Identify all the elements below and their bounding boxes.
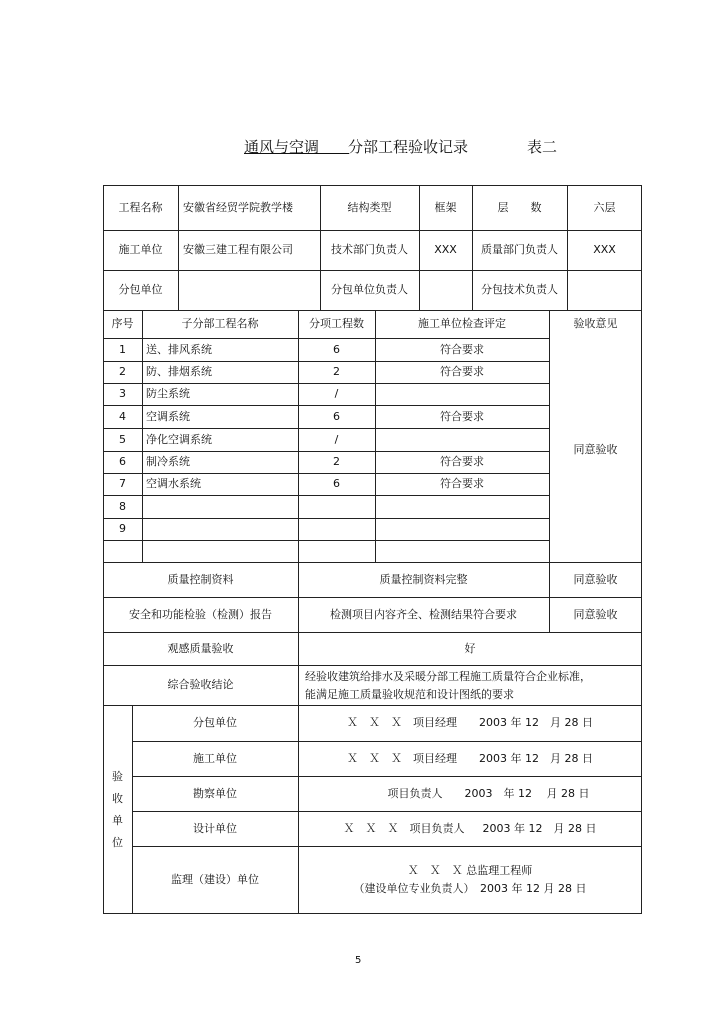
items-opinion: 同意验收: [573, 443, 618, 456]
header-eval: 施工单位检查评定: [418, 317, 506, 330]
qc-label: 质量控制资料: [167, 572, 234, 586]
contractor-value: 安徽三建工程有限公司: [183, 243, 293, 256]
safety-opinion: 同意验收: [573, 607, 618, 621]
appearance-label: 观感质量验收: [167, 641, 234, 655]
appearance-eval: 好: [464, 641, 476, 655]
row-no: 8: [119, 499, 126, 513]
row-eval: 符合要求: [440, 409, 484, 423]
sign-contractor: Ｘ Ｘ Ｘ 项目经理 2003 年 12 月 28 日: [347, 751, 593, 765]
row-name: [142, 518, 302, 540]
project-name-value: 安徽省经贸学院教学楼: [183, 200, 293, 214]
header-name: 子分部工程名称: [181, 317, 259, 330]
row-eval: [375, 540, 549, 562]
conclusion-label: 综合验收结论: [167, 678, 234, 691]
qc-eval: 质量控制资料完整: [379, 572, 468, 586]
conclusion-text: [305, 668, 640, 704]
row-name: 制冷系统: [146, 455, 190, 468]
safety-eval: 检测项目内容齐全、检测结果符合要求: [330, 607, 517, 621]
row-no: 2: [119, 365, 126, 378]
safety-label: 安全和功能检验（检测）报告: [129, 607, 272, 621]
quality-head-label: 质量部门负责人: [481, 243, 558, 256]
row-name: [142, 495, 302, 518]
row-eval: [375, 428, 549, 451]
sign-supervision: [298, 846, 642, 914]
row-eval: 符合要求: [440, 455, 484, 468]
subcontractor-label: 分包单位: [118, 283, 163, 296]
subcontractor-value: [179, 270, 320, 310]
side-char: 位: [112, 835, 123, 849]
sign-survey: 项目负责人 2003 年 12 月 28 日: [387, 786, 590, 800]
row-no: [103, 540, 142, 562]
floors-value: 六层: [593, 200, 616, 214]
row-count: 2: [333, 455, 340, 468]
row-eval: 符合要求: [440, 477, 484, 490]
row-eval: 符合要求: [440, 342, 484, 356]
row-name: 防尘系统: [146, 387, 190, 400]
row-count: 6: [333, 409, 340, 423]
conclusion-line-2: 能满足施工质量验收规范和设计图纸的要求: [305, 688, 514, 701]
row-no: 7: [119, 477, 126, 490]
sign-design: Ｘ Ｘ Ｘ 项目负责人 2003 年 12 月 28 日: [343, 821, 597, 835]
row-eval: 符合要求: [440, 365, 484, 378]
side-char: 单: [112, 813, 123, 827]
unit-survey: 勘察单位: [193, 786, 237, 800]
row-eval: [375, 495, 549, 518]
supervision-line-1: Ｘ Ｘ Ｘ 总监理工程师: [407, 864, 533, 877]
row-name: [142, 540, 302, 562]
side-char: 验: [112, 769, 123, 783]
sign-subcontractor: Ｘ Ｘ Ｘ 项目经理 2003 年 12 月 28 日: [347, 716, 593, 729]
title-main: 分部工程验收记录: [348, 138, 469, 156]
row-count: 6: [333, 342, 340, 356]
document-title: [0, 136, 724, 158]
unit-subcontractor: 分包单位: [193, 716, 237, 729]
row-no: 5: [119, 432, 126, 446]
row-name: 防、排烟系统: [146, 365, 212, 378]
sub-head-label: 分包单位负责人: [331, 283, 408, 296]
acceptance-side-label: [103, 705, 132, 914]
row-no: 9: [119, 522, 126, 535]
row-no: 4: [119, 409, 126, 423]
project-name-label: 工程名称: [118, 200, 163, 214]
row-eval: [375, 383, 549, 405]
row-eval: [375, 518, 549, 540]
table-number: 表二: [527, 138, 558, 156]
row-count: 6: [333, 477, 340, 490]
row-count: [298, 518, 375, 540]
conclusion-line-1: 经验收建筑给排水及采暖分部工程施工质量符合企业标准，: [305, 670, 591, 683]
row-count: [298, 540, 375, 562]
row-count: 2: [333, 365, 340, 378]
quality-head-value: XXX: [593, 243, 616, 256]
row-name: 空调系统: [146, 409, 190, 423]
unit-supervision: 监理（建设）单位: [171, 873, 259, 886]
tech-head-value: XXX: [434, 243, 457, 256]
row-count: /: [334, 387, 339, 400]
sub-head-value: [419, 270, 472, 310]
supervision-line-2: （建设单位专业负责人） 2003 年 12 月 28 日: [353, 882, 587, 895]
title-prefix: 通风与空调: [244, 138, 350, 156]
contractor-label: 施工单位: [118, 243, 163, 256]
qc-opinion: 同意验收: [573, 572, 618, 586]
row-no: 1: [119, 342, 126, 356]
row-count: [298, 495, 375, 518]
structure-type-label: 结构类型: [347, 200, 392, 214]
row-name: 空调水系统: [146, 477, 201, 490]
sub-tech-value: [567, 270, 642, 310]
row-no: 3: [119, 387, 126, 400]
sub-tech-label: 分包技术负责人: [481, 283, 558, 296]
row-count: /: [334, 432, 339, 446]
unit-design: 设计单位: [193, 821, 237, 835]
unit-contractor: 施工单位: [193, 751, 237, 765]
row-name: 送、排风系统: [146, 342, 212, 356]
page-number: 5: [355, 955, 362, 966]
row-no: 6: [119, 455, 126, 468]
floors-label: 层 数: [497, 200, 542, 214]
side-char: 收: [112, 791, 123, 805]
structure-type-value: 框架: [434, 200, 457, 214]
row-name: 净化空调系统: [146, 432, 212, 446]
header-count: 分项工程数: [309, 317, 364, 330]
tech-head-label: 技术部门负责人: [331, 243, 408, 256]
header-opinion: 验收意见: [573, 317, 618, 330]
header-no: 序号: [111, 317, 134, 330]
